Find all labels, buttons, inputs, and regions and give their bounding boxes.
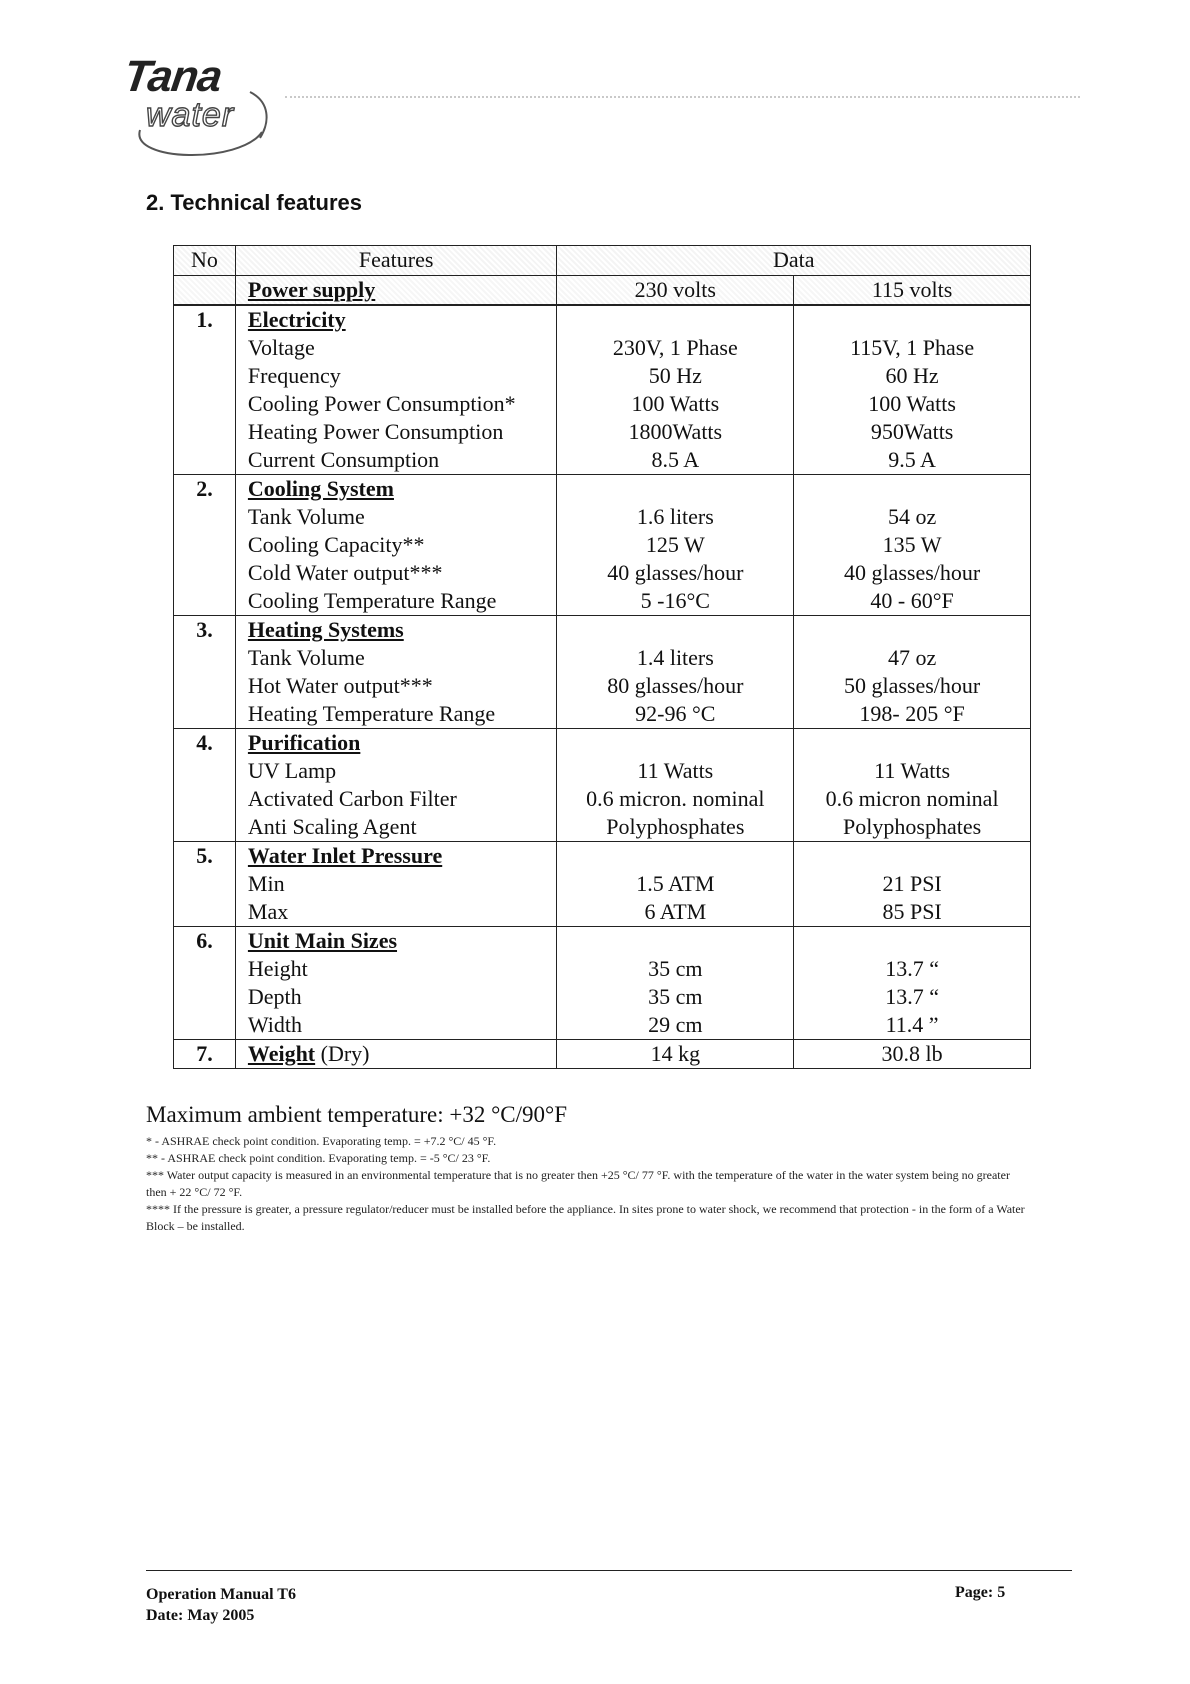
tana-water-logo [120,52,280,162]
group-number: 7. [174,1040,236,1069]
table-row [174,446,1031,475]
value-230v: 8.5 A [557,446,794,475]
value-230v: 230V, 1 Phase [557,334,794,362]
value-230v: 11 Watts [557,757,794,785]
value-230v: 40 glasses/hour [557,559,794,587]
header-divider [285,96,1080,98]
table-row [174,983,1031,1011]
table-row [174,870,1031,898]
feature-name: Heating Temperature Range [235,700,557,729]
technical-features-table [173,245,1031,1069]
value-115v: 54 oz [794,503,1031,531]
value-230v: 35 cm [557,955,794,983]
header-data: Data [557,246,1031,276]
footnote-3: *** Water output capacity is measured in an environmental temperature that is no greater then +25 °C/ 77 °F. with the temperature of the water in the water system being no greater then + 22 °C/ 72 °F. [146,1168,1010,1199]
group-title: Purification [235,729,557,758]
table-group-title-row [174,729,1031,758]
value-115v: 950Watts [794,418,1031,446]
value-230v: 1800Watts [557,418,794,446]
power-supply-label: Power supply [235,276,557,306]
value-115v: 40 glasses/hour [794,559,1031,587]
group-title: Unit Main Sizes [235,927,557,956]
group-title-spacer-115 [794,475,1031,504]
table-row [174,559,1031,587]
footnote-2: ** - ASHRAE check point condition. Evaporating temp. = -5 °C/ 23 °F. [146,1151,491,1165]
footer-divider [146,1570,1072,1571]
value-115v: 11.4 ” [794,1011,1031,1040]
feature-name: Cooling Temperature Range [235,587,557,616]
table-row [174,587,1031,616]
group-title-spacer-230 [557,842,794,871]
value-230v: 1.4 liters [557,644,794,672]
feature-name: Hot Water output*** [235,672,557,700]
group-title: Water Inlet Pressure [235,842,557,871]
value-115v: 198- 205 °F [794,700,1031,729]
table-row [174,672,1031,700]
header-no: No [174,246,236,276]
table-row [174,503,1031,531]
footnote-4: **** If the pressure is greater, a pressure regulator/reducer must be installed before the appliance. In sites prone to water shock, we recommend that protection - in the form of a Water Block – be installed. [146,1202,1025,1233]
weight-230v: 14 kg [557,1040,794,1069]
group-title-spacer-230 [557,475,794,504]
table-group-title-row [174,842,1031,871]
value-115v: 60 Hz [794,362,1031,390]
value-230v: 6 ATM [557,898,794,927]
group-number: 3. [174,616,236,729]
table-group-title-row [174,927,1031,956]
feature-name: Activated Carbon Filter [235,785,557,813]
table-row [174,418,1031,446]
feature-name: Min [235,870,557,898]
table-row [174,531,1031,559]
value-115v: 0.6 micron nominal [794,785,1031,813]
feature-name: Cooling Power Consumption* [235,390,557,418]
value-230v: 5 -16°C [557,587,794,616]
group-number: 6. [174,927,236,1040]
value-115v: 50 glasses/hour [794,672,1031,700]
feature-name: Tank Volume [235,644,557,672]
table-row [174,1011,1031,1040]
group-title-spacer-115 [794,305,1031,334]
value-230v: 92-96 °C [557,700,794,729]
max-ambient-temperature: Maximum ambient temperature: +32 °C/90°F [146,1102,568,1127]
footer-page-number: Page: 5 [955,1584,1006,1601]
footer-manual-info [146,1584,296,1626]
feature-name: UV Lamp [235,757,557,785]
power-supply-230: 230 volts [557,276,794,306]
group-title-spacer-115 [794,842,1031,871]
weight-title: Weight [247,1041,316,1066]
power-supply-no-cell [174,276,236,306]
feature-name: Height [235,955,557,983]
table-row [174,334,1031,362]
group-title-spacer-115 [794,616,1031,645]
value-115v: Polyphosphates [794,813,1031,842]
table-row [174,362,1031,390]
feature-name: Tank Volume [235,503,557,531]
value-115v: 13.7 “ [794,955,1031,983]
table-row [174,757,1031,785]
value-230v: 29 cm [557,1011,794,1040]
feature-name: Current Consumption [235,446,557,475]
weight-feature-cell [235,1040,557,1069]
table-row [174,644,1031,672]
value-230v: 1.5 ATM [557,870,794,898]
weight-title-suffix: (Dry) [315,1041,370,1066]
value-230v: 80 glasses/hour [557,672,794,700]
value-115v: 9.5 A [794,446,1031,475]
feature-name: Cold Water output*** [235,559,557,587]
table-group-title-row [174,475,1031,504]
value-115v: 11 Watts [794,757,1031,785]
power-supply-row [174,276,1031,306]
table-row [174,785,1031,813]
feature-name: Anti Scaling Agent [235,813,557,842]
power-supply-115: 115 volts [794,276,1031,306]
group-title-spacer-230 [557,616,794,645]
logo-wordmark-water: water [146,96,235,134]
footer-manual-title: Operation Manual T6 [146,1586,296,1603]
group-number: 2. [174,475,236,616]
value-115v: 135 W [794,531,1031,559]
feature-name: Voltage [235,334,557,362]
group-title-spacer-230 [557,305,794,334]
value-115v: 40 - 60°F [794,587,1031,616]
table-row [174,390,1031,418]
footnotes [146,1133,1026,1235]
group-title-spacer-230 [557,729,794,758]
logo-wordmark-tana: Tana [120,52,225,101]
group-title-spacer-230 [557,927,794,956]
table-row [174,898,1031,927]
value-230v: 50 Hz [557,362,794,390]
value-115v: 100 Watts [794,390,1031,418]
feature-name: Heating Power Consumption [235,418,557,446]
table-row [174,955,1031,983]
value-115v: 47 oz [794,644,1031,672]
table-group-title-row [174,305,1031,334]
feature-name: Frequency [235,362,557,390]
header-features: Features [235,246,557,276]
value-230v: 125 W [557,531,794,559]
value-230v: 35 cm [557,983,794,1011]
group-title: Heating Systems [235,616,557,645]
value-115v: 13.7 “ [794,983,1031,1011]
value-230v: 1.6 liters [557,503,794,531]
feature-name: Cooling Capacity** [235,531,557,559]
value-230v: Polyphosphates [557,813,794,842]
feature-name: Width [235,1011,557,1040]
table-row-weight [174,1040,1031,1069]
weight-115v: 30.8 lb [794,1040,1031,1069]
value-230v: 100 Watts [557,390,794,418]
footer-date: Date: May 2005 [146,1607,255,1624]
group-title: Electricity [235,305,557,334]
group-number: 5. [174,842,236,927]
section-title: 2. Technical features [146,190,363,215]
table-row [174,813,1031,842]
value-115v: 115V, 1 Phase [794,334,1031,362]
group-number: 4. [174,729,236,842]
table-row [174,700,1031,729]
feature-name: Depth [235,983,557,1011]
footnote-1: * - ASHRAE check point condition. Evaporating temp. = +7.2 °C/ 45 °F. [146,1134,497,1148]
group-title-spacer-115 [794,729,1031,758]
feature-name: Max [235,898,557,927]
group-number: 1. [174,305,236,475]
table-header-row [174,246,1031,276]
value-115v: 85 PSI [794,898,1031,927]
table-group-title-row [174,616,1031,645]
value-115v: 21 PSI [794,870,1031,898]
group-title-spacer-115 [794,927,1031,956]
group-title: Cooling System [235,475,557,504]
value-230v: 0.6 micron. nominal [557,785,794,813]
